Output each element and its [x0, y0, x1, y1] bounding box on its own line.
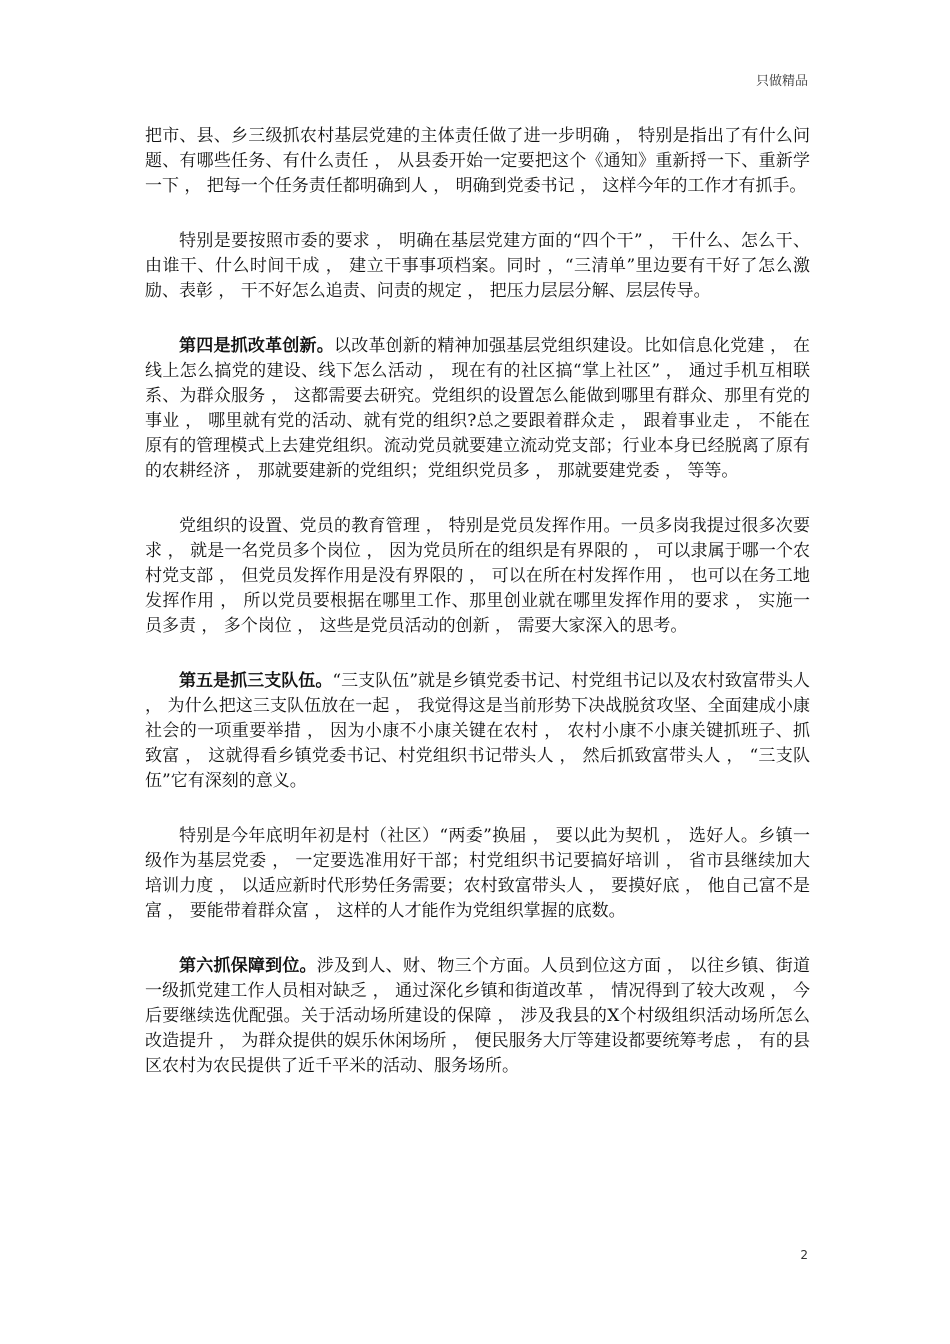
paragraph-text: 党组织的设置、党员的教育管理 ， 特别是党员发挥作用。一员多岗我提过很多次要求 ， 就是一名党员多个岗位 ， 因为党员所在的组织是有界限的 ， 可以隶属于哪一个农村党支部 ， 但党员发挥作用是没有界限的 ， 可以在所在村发挥作用 ， 也可以在务工地发挥作用 ， 所以党员要根据在哪里工作、那里创业就在哪里发挥作用的要求 ， 实施一员多责 ， 多个岗位 ， 这些是党员活动的创新 ， 需要大家深入的思考。 [145, 516, 810, 636]
page-number: 2 [800, 1248, 808, 1262]
paragraph-lead: 第五是抓三支队伍。 [179, 671, 333, 691]
paragraph-7 [145, 954, 810, 1079]
paragraph-lead: 第四是抓改革创新。 [179, 336, 334, 356]
paragraph-5 [145, 669, 810, 794]
paragraph-6 [145, 824, 810, 924]
header-label: 只做精品 [755, 74, 808, 89]
paragraph-4 [145, 514, 810, 639]
paragraph-2 [145, 229, 810, 304]
paragraph-text: 把市、县、乡三级抓农村基层党建的主体责任做了进一步明确 ， 特别是指出了有什么问题、有哪些任务、有什么责任 ， 从县委开始一定要把这个《通知》重新捋一下、重新学一下 ， 把每一个任务责任都明确到人 ， 明确到党委书记 ， 这样今年的工作才有抓手。 [145, 126, 810, 196]
paragraph-1 [145, 124, 810, 199]
paragraph-text: 特别是今年底明年初是村（社区）“两委”换届 ， 要以此为契机 ， 选好人。乡镇一级作为基层党委 ， 一定要选准用好干部；村党组织书记要搞好培训 ， 省市县继续加大培训力度 ， 以适应新时代形势任务需要；农村致富带头人 ， 要摸好底 ， 他自己富不是富 ， 要能带着群众富 ， 这样的人才能作为党组织掌握的底数。 [145, 826, 810, 921]
paragraph-text: 特别是要按照市委的要求 ， 明确在基层党建方面的“四个干” ， 干什么、怎么干、由谁干、什么时间干成 ， 建立干事事项档案。同时 ，“三清单”里边要有干好了怎么激励、表彰 ， 干不好怎么追责、问责的规定 ， 把压力层层分解、层层传导。 [145, 231, 810, 301]
paragraph-3 [145, 334, 810, 484]
document-body [145, 124, 810, 1109]
paragraph-text: 以改革创新的精神加强基层党组织建设。比如信息化党建 ， 在线上怎么搞党的建设、线下怎么活动 ， 现在有的社区搞“掌上社区” ， 通过手机互相联系、为群众服务 ， 这都需要去研究。党组织的设置怎么能做到哪里有群众、那里有党的事业 ， 哪里就有党的活动、就有党的组织?总之要跟着群众走 ， 跟着事业走 ， 不能在原有的管理模式上去建党组织。流动党员就要建立流动党支部；行业本身已经脱离了原有的农耕经济 ， 那就要建新的党组织；党组织党员多 ， 那就要建党委 ， 等等。 [145, 336, 811, 481]
paragraph-text: 涉及到人、财、物三个方面。人员到位这方面 ， 以往乡镇、街道一级抓党建工作人员相对缺乏 ， 通过深化乡镇和街道改革 ， 情况得到了较大改观 ， 今后要继续选优配强。关于活动场所建设的保障 ， 涉及我县的X个村级组织活动场所怎么改造提升 ， 为群众提供的娱乐休闲场所 ， 便民服务大厅等建设都要统筹考虑 ， 有的县区农村为农民提供了近千平米的活动、服务场所。 [145, 956, 811, 1076]
paragraph-text: “三支队伍”就是乡镇党委书记、村党组书记以及农村致富带头人 ， 为什么把这三支队伍放在一起 ， 我觉得这是当前形势下决战脱贫攻坚、全面建成小康社会的一项重要举措 ， 因为小康不小康关键在农村 ， 农村小康不小康关键抓班子、抓致富 ， 这就得看乡镇党委书记、村党组织书记带头人 ， 然后抓致富带头人 ， “三支队伍”它有深刻的意义。 [145, 671, 811, 791]
paragraph-lead: 第六抓保障到位。 [179, 956, 317, 976]
